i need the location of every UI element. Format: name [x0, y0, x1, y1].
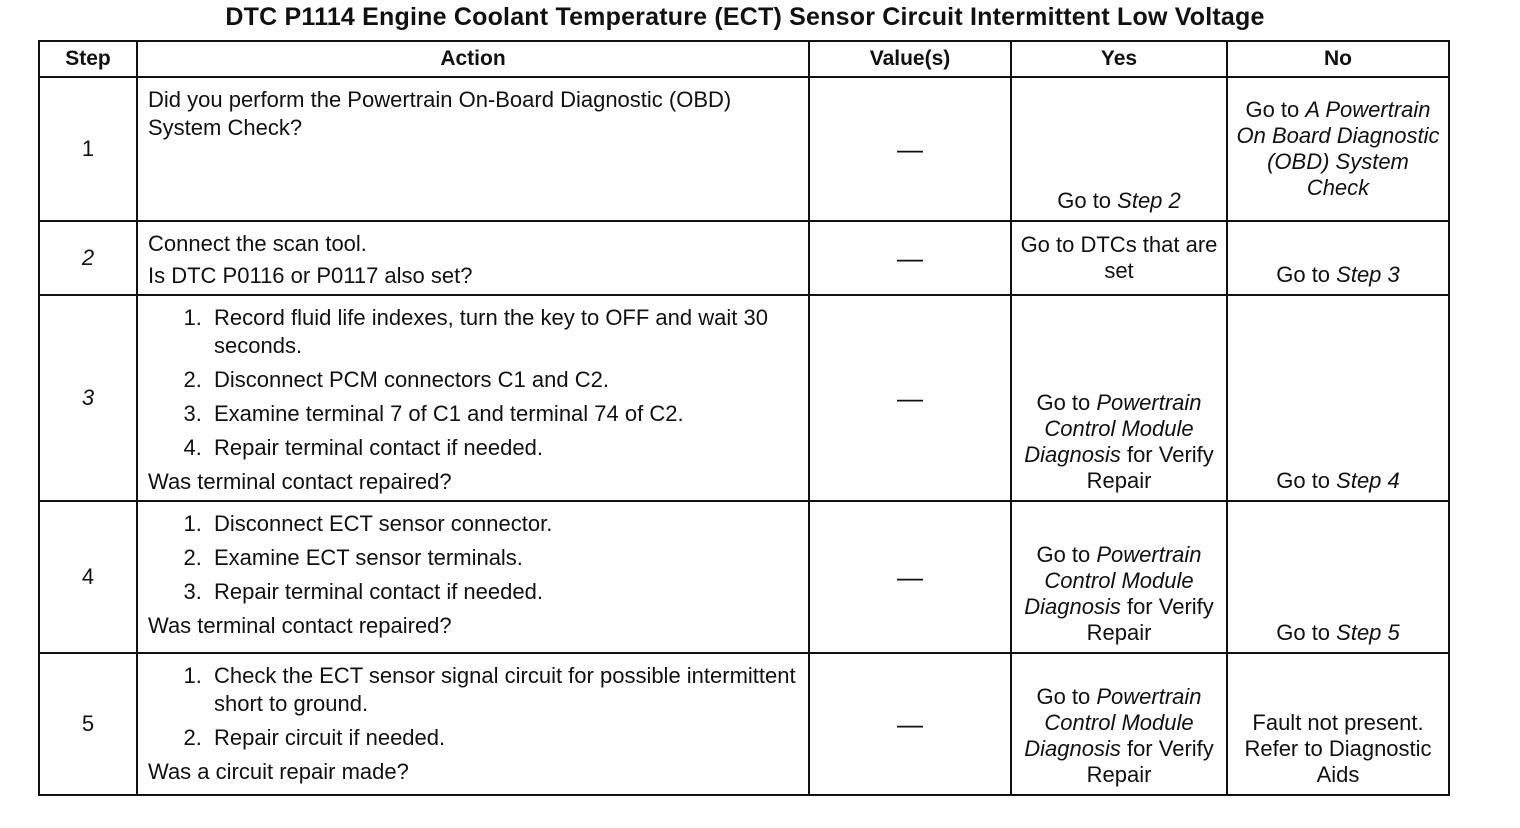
action-cell [137, 653, 809, 795]
action-item: 3. Examine terminal 7 of C1 and terminal 74 of C2. [208, 400, 800, 428]
action-item: 3. Repair terminal contact if needed. [208, 578, 800, 606]
action-question: Was a circuit repair made? [148, 759, 409, 784]
yes-prefix: Go to [1036, 684, 1097, 709]
action-cell [137, 77, 809, 221]
yes-suffix: for Verify Repair [1086, 442, 1214, 493]
action-list [148, 304, 800, 462]
action-item: 1. Check the ECT sensor signal circuit for possible intermittent short to ground. [208, 662, 800, 718]
yes-prefix: Go to [1057, 188, 1118, 213]
action-item: 4. Repair terminal contact if needed. [208, 434, 800, 462]
action-item: 2. Repair circuit if needed. [208, 724, 800, 752]
yes-cell [1011, 295, 1227, 501]
no-cell [1227, 295, 1449, 501]
table-row [39, 653, 1449, 795]
no-prefix: Go to [1276, 468, 1337, 493]
action-item: 1. Record fluid life indexes, turn the key to OFF and wait 30 seconds. [208, 304, 800, 360]
action-cell [137, 501, 809, 653]
table-row [39, 77, 1449, 221]
action-question: Was terminal contact repaired? [148, 469, 452, 494]
step-number: 5 [39, 653, 137, 795]
action-list [148, 510, 800, 606]
action-list [148, 662, 800, 752]
step-number: 1 [39, 77, 137, 221]
table-row [39, 501, 1449, 653]
yes-link[interactable]: Powertrain Control Module Diagnosis [1024, 542, 1202, 619]
no-link[interactable]: Step 3 [1336, 262, 1400, 287]
value-cell: — [809, 501, 1011, 653]
table-row [39, 221, 1449, 295]
step-number: 2 [39, 221, 137, 295]
no-prefix: Go to [1276, 262, 1337, 287]
yes-link[interactable]: Step 2 [1117, 188, 1181, 213]
action-cell [137, 295, 809, 501]
yes-prefix: Go to [1036, 542, 1097, 567]
diagnostic-table [38, 40, 1450, 796]
step-number: 3 [39, 295, 137, 501]
yes-cell [1011, 501, 1227, 653]
no-prefix: Go to [1276, 620, 1337, 645]
yes-prefix: Go to [1036, 390, 1097, 415]
action-cell [137, 221, 809, 295]
no-prefix: Go to [1245, 97, 1306, 122]
no-cell: Fault not present. Refer to Diagnostic Aids [1227, 653, 1449, 795]
action-item: 2. Disconnect PCM connectors C1 and C2. [208, 366, 800, 394]
no-cell [1227, 221, 1449, 295]
yes-suffix: for Verify Repair [1086, 594, 1214, 645]
step-number: 4 [39, 501, 137, 653]
no-cell [1227, 77, 1449, 221]
header-action: Action [137, 41, 809, 77]
no-link[interactable]: A Powertrain On Board Diagnostic (OBD) System Check [1236, 97, 1440, 200]
yes-cell: Go to DTCs that are set [1011, 221, 1227, 295]
yes-cell [1011, 77, 1227, 221]
value-cell: — [809, 77, 1011, 221]
no-cell [1227, 501, 1449, 653]
header-no: No [1227, 41, 1449, 77]
no-link[interactable]: Step 5 [1336, 620, 1400, 645]
table-header-row [39, 41, 1449, 77]
header-values: Value(s) [809, 41, 1011, 77]
yes-link[interactable]: Powertrain Control Module Diagnosis [1024, 390, 1202, 467]
value-cell: — [809, 221, 1011, 295]
header-yes: Yes [1011, 41, 1227, 77]
table-row [39, 295, 1449, 501]
action-text: Connect the scan tool. [148, 231, 367, 256]
yes-cell [1011, 653, 1227, 795]
action-item: 1. Disconnect ECT sensor connector. [208, 510, 800, 538]
page-title: DTC P1114 Engine Coolant Temperature (ECT) Sensor Circuit Intermittent Low Voltage [225, 3, 1265, 31]
action-text: Did you perform the Powertrain On-Board Diagnostic (OBD) System Check? [148, 87, 732, 140]
action-question: Is DTC P0116 or P0117 also set? [148, 263, 473, 288]
yes-link[interactable]: Powertrain Control Module Diagnosis [1024, 684, 1202, 761]
no-link[interactable]: Step 4 [1336, 468, 1400, 493]
value-cell: — [809, 295, 1011, 501]
header-step: Step [39, 41, 137, 77]
action-item: 2. Examine ECT sensor terminals. [208, 544, 800, 572]
value-cell: — [809, 653, 1011, 795]
yes-suffix: for Verify Repair [1086, 736, 1214, 787]
action-question: Was terminal contact repaired? [148, 613, 452, 638]
